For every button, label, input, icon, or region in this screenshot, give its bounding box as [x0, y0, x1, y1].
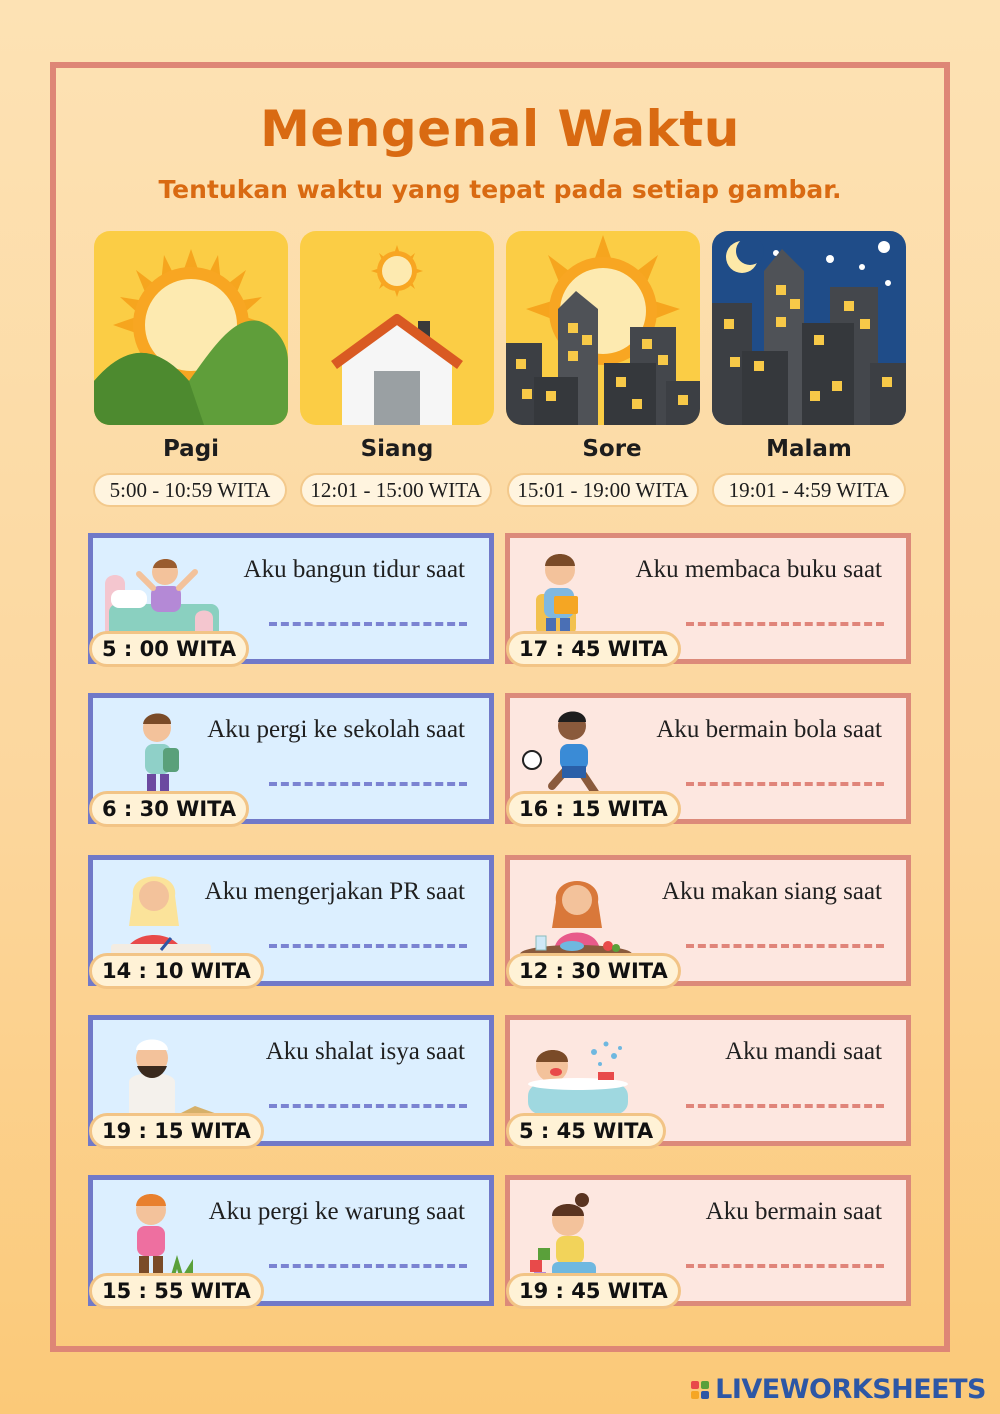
- period-range-sore: 15:01 - 19:00 WITA: [507, 473, 699, 507]
- boy-school-icon: [99, 704, 219, 804]
- boy-soccer-icon: [516, 704, 636, 804]
- brand-text: LIVEWORKSHEETS: [715, 1374, 986, 1405]
- time-badge: 16 : 15 WITA: [506, 791, 681, 827]
- period-name-sore: Sore: [582, 436, 642, 462]
- activity-card-bermain: [505, 1175, 911, 1306]
- time-badge: 17 : 45 WITA: [506, 631, 681, 667]
- activity-sentence: Aku bermain bola saat: [656, 716, 882, 743]
- time-badge: 14 : 10 WITA: [89, 953, 264, 989]
- activity-card-bola: [505, 693, 911, 824]
- liveworksheets-logo-icon: [691, 1381, 709, 1399]
- answer-blank[interactable]: [269, 944, 467, 948]
- answer-blank[interactable]: [269, 782, 467, 786]
- answer-blank[interactable]: [269, 1104, 467, 1108]
- sunset-city-icon: [506, 231, 700, 425]
- activity-sentence: Aku bangun tidur saat: [243, 556, 465, 583]
- activity-card-pr: [88, 855, 494, 986]
- noon-house-icon: [300, 231, 494, 425]
- answer-blank[interactable]: [269, 1264, 467, 1268]
- time-badge: 19 : 15 WITA: [89, 1113, 264, 1149]
- time-badge: 15 : 55 WITA: [89, 1273, 264, 1309]
- activity-sentence: Aku pergi ke warung saat: [208, 1198, 465, 1225]
- activity-card-membaca: [505, 533, 911, 664]
- activity-card-bangun: [88, 533, 494, 664]
- activity-sentence: Aku makan siang saat: [661, 878, 882, 905]
- answer-blank[interactable]: [686, 1264, 884, 1268]
- page-subtitle: Tentukan waktu yang tepat pada setiap gambar.: [158, 175, 842, 204]
- activity-card-shalat: [88, 1015, 494, 1146]
- activity-sentence: Aku pergi ke sekolah saat: [207, 716, 465, 743]
- answer-blank[interactable]: [686, 1104, 884, 1108]
- period-range-pagi: 5:00 - 10:59 WITA: [93, 473, 287, 507]
- activity-card-makan: [505, 855, 911, 986]
- boy-praying-icon: [99, 1026, 219, 1126]
- time-badge: 6 : 30 WITA: [89, 791, 249, 827]
- boy-shopping-icon: [99, 1186, 219, 1286]
- night-city-icon: [712, 231, 906, 425]
- answer-blank[interactable]: [269, 622, 467, 626]
- activity-sentence: Aku mandi saat: [725, 1038, 882, 1065]
- period-name-malam: Malam: [766, 436, 852, 462]
- child-waking-up-icon: [99, 544, 219, 644]
- period-name-siang: Siang: [360, 436, 434, 462]
- child-bathing-icon: [516, 1026, 636, 1126]
- liveworksheets-logo: [691, 1374, 986, 1405]
- activity-card-sekolah: [88, 693, 494, 824]
- time-badge: 5 : 00 WITA: [89, 631, 249, 667]
- activity-sentence: Aku bermain saat: [705, 1198, 882, 1225]
- activity-sentence: Aku membaca buku saat: [635, 556, 882, 583]
- period-range-malam: 19:01 - 4:59 WITA: [712, 473, 906, 507]
- time-badge: 19 : 45 WITA: [506, 1273, 681, 1309]
- period-name-pagi: Pagi: [162, 436, 220, 462]
- girl-lunch-icon: [516, 866, 636, 966]
- activity-card-warung: [88, 1175, 494, 1306]
- answer-blank[interactable]: [686, 782, 884, 786]
- time-badge: 12 : 30 WITA: [506, 953, 681, 989]
- answer-blank[interactable]: [686, 944, 884, 948]
- girl-homework-icon: [99, 866, 219, 966]
- activity-sentence: Aku shalat isya saat: [265, 1038, 465, 1065]
- boy-reading-icon: [516, 544, 636, 644]
- period-range-siang: 12:01 - 15:00 WITA: [300, 473, 492, 507]
- page-title: Mengenal Waktu: [260, 100, 740, 158]
- girl-playing-icon: [516, 1186, 636, 1286]
- activity-sentence: Aku mengerjakan PR saat: [204, 878, 465, 905]
- time-badge: 5 : 45 WITA: [506, 1113, 666, 1149]
- answer-blank[interactable]: [686, 622, 884, 626]
- activity-card-mandi: [505, 1015, 911, 1146]
- sunrise-mountain-icon: [94, 231, 288, 425]
